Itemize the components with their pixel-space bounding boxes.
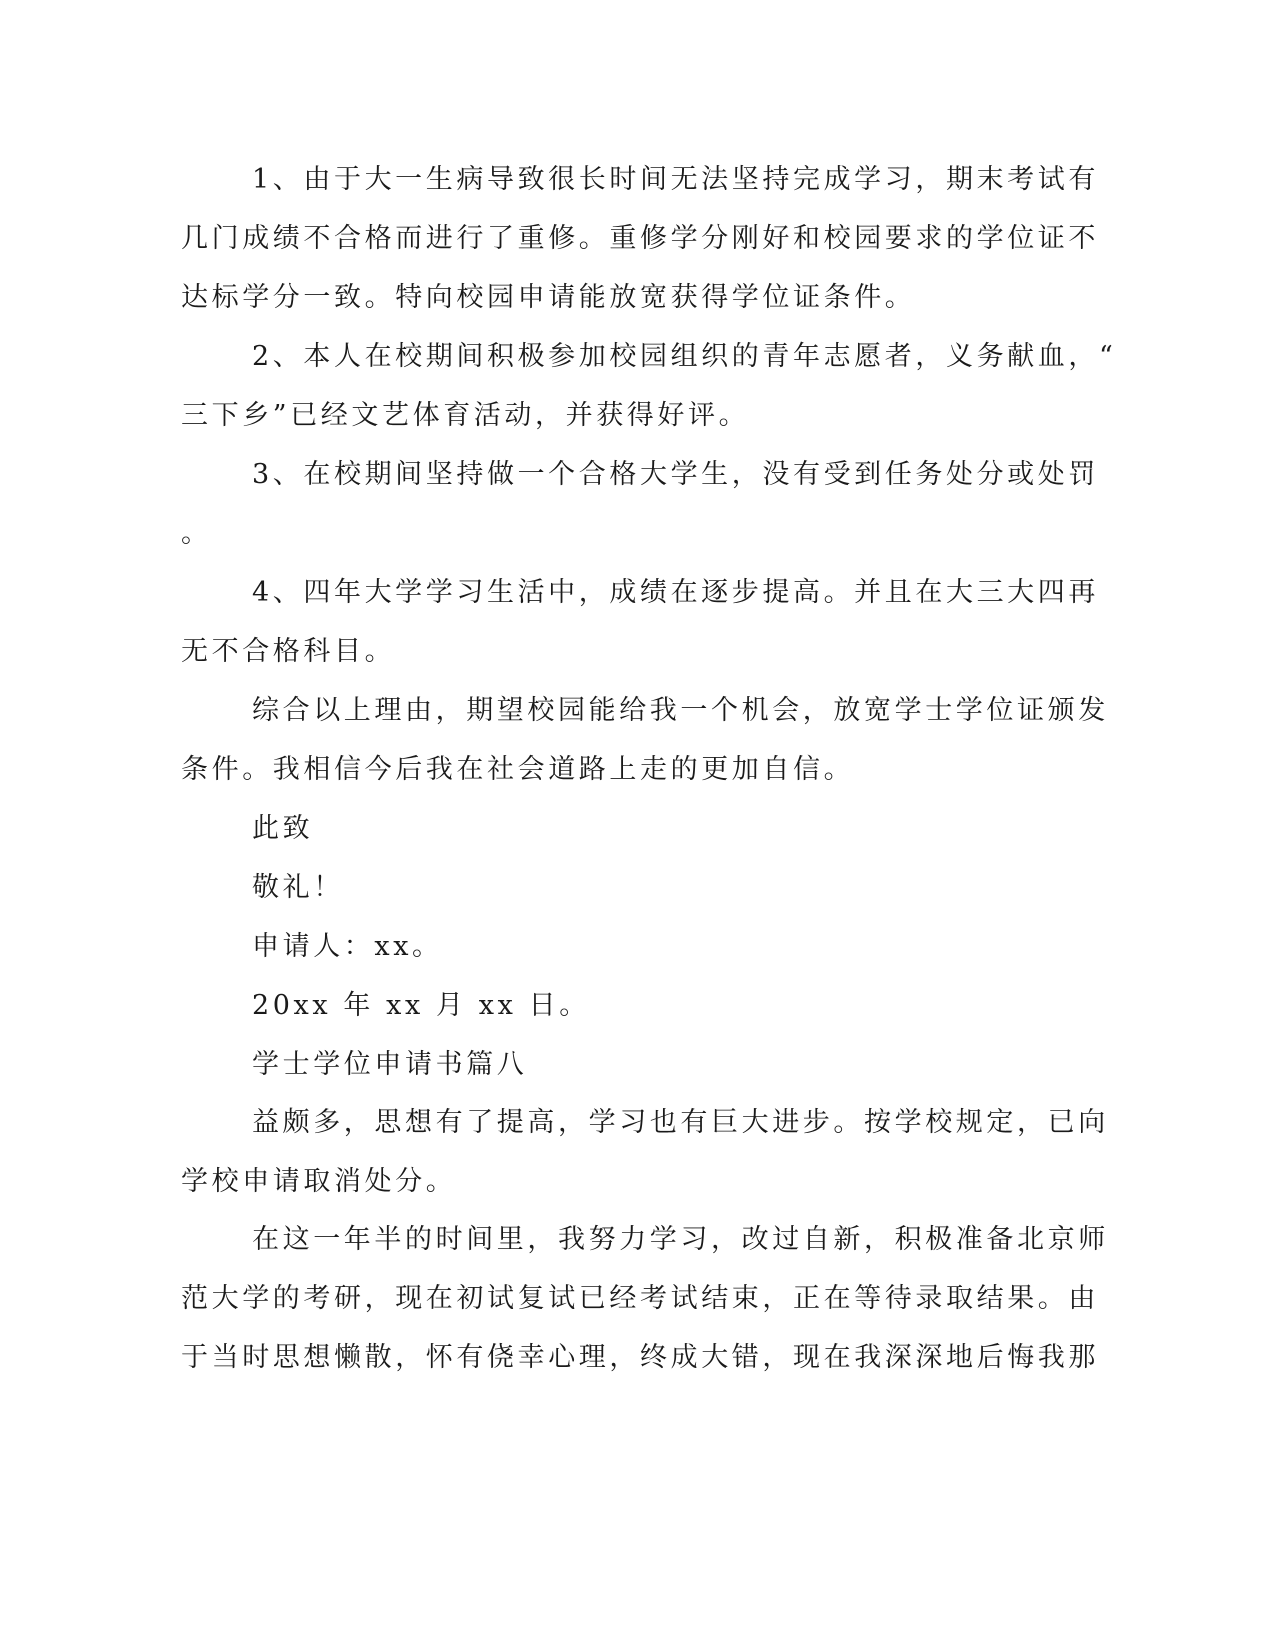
- paragraph-1-line-3: 达标学分一致。特向校园申请能放宽获得学位证条件。: [181, 282, 916, 313]
- paragraph-4-line-1: 4、四年大学学习生活中，成绩在逐步提高。并且在大三大四再: [252, 577, 1099, 608]
- closing-salutation: 此致: [252, 813, 314, 844]
- paragraph-6-line-2: 学校申请取消处分。: [181, 1166, 457, 1197]
- closing-regards: 敬礼！: [252, 872, 344, 903]
- paragraph-3-line-2: 。: [181, 518, 212, 549]
- paragraph-3-line-1: 3、在校期间坚持做一个合格大学生，没有受到任务处分或处罚: [252, 459, 1099, 490]
- paragraph-4-line-2: 无不合格科目。: [181, 636, 396, 667]
- paragraph-2-line-2: 三下乡”已经文艺体育活动，并获得好评。: [181, 400, 750, 431]
- paragraph-7-line-3: 于当时思想懒散，怀有侥幸心理，终成大错，现在我深深地后悔我那: [181, 1342, 1099, 1373]
- paragraph-5-line-1: 综合以上理由，期望校园能给我一个机会，放宽学士学位证颁发: [252, 695, 1109, 726]
- section-heading: 学士学位申请书篇八: [252, 1049, 528, 1080]
- paragraph-7-line-2: 范大学的考研，现在初试复试已经考试结束，正在等待录取结果。由: [181, 1283, 1099, 1314]
- paragraph-1-line-2: 几门成绩不合格而进行了重修。重修学分刚好和校园要求的学位证不: [181, 223, 1099, 254]
- paragraph-1-line-1: 1、由于大一生病导致很长时间无法坚持完成学习，期末考试有: [252, 164, 1099, 195]
- paragraph-6-line-1: 益颇多，思想有了提高，学习也有巨大进步。按学校规定，已向: [252, 1107, 1109, 1138]
- paragraph-7-line-1: 在这一年半的时间里，我努力学习，改过自新，积极准备北京师: [252, 1224, 1109, 1255]
- applicant-signature: 申请人：xx。: [252, 931, 443, 962]
- application-date: 20xx 年 xx 月 xx 日。: [252, 990, 590, 1021]
- paragraph-2-line-1: 2、本人在校期间积极参加校园组织的青年志愿者，义务献血，“: [252, 341, 1117, 372]
- paragraph-5-line-2: 条件。我相信今后我在社会道路上走的更加自信。: [181, 754, 855, 785]
